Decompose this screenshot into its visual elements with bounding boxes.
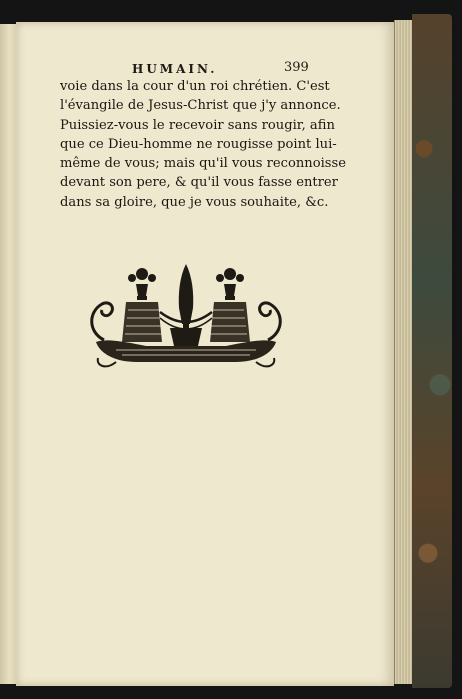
text-line: l'évangile de Jesus-Christ que j'y annonce. bbox=[60, 98, 341, 114]
urns-and-cypress-vignette-icon bbox=[86, 262, 286, 372]
marbled-cover bbox=[412, 14, 452, 688]
text-line: dans sa gloire, que je vous souhaite, &c. bbox=[60, 194, 329, 210]
page-number: 399 bbox=[284, 60, 309, 75]
text-line: que ce Dieu-homme ne rougisse point lui- bbox=[60, 136, 337, 152]
text-line: devant son pere, & qu'il vous fasse entrer bbox=[60, 175, 338, 191]
body-text bbox=[60, 77, 346, 212]
running-header: HUMAIN. bbox=[132, 62, 218, 76]
page-edges bbox=[394, 20, 413, 684]
text-line: même de vous; mais qu'il vous reconnoisse bbox=[60, 156, 346, 172]
text-line: voie dans la cour d'un roi chrétien. C'est bbox=[60, 79, 330, 94]
previous-page-edge bbox=[0, 24, 17, 684]
text-line: Puissiez-vous le recevoir sans rougir, afin bbox=[60, 117, 335, 133]
